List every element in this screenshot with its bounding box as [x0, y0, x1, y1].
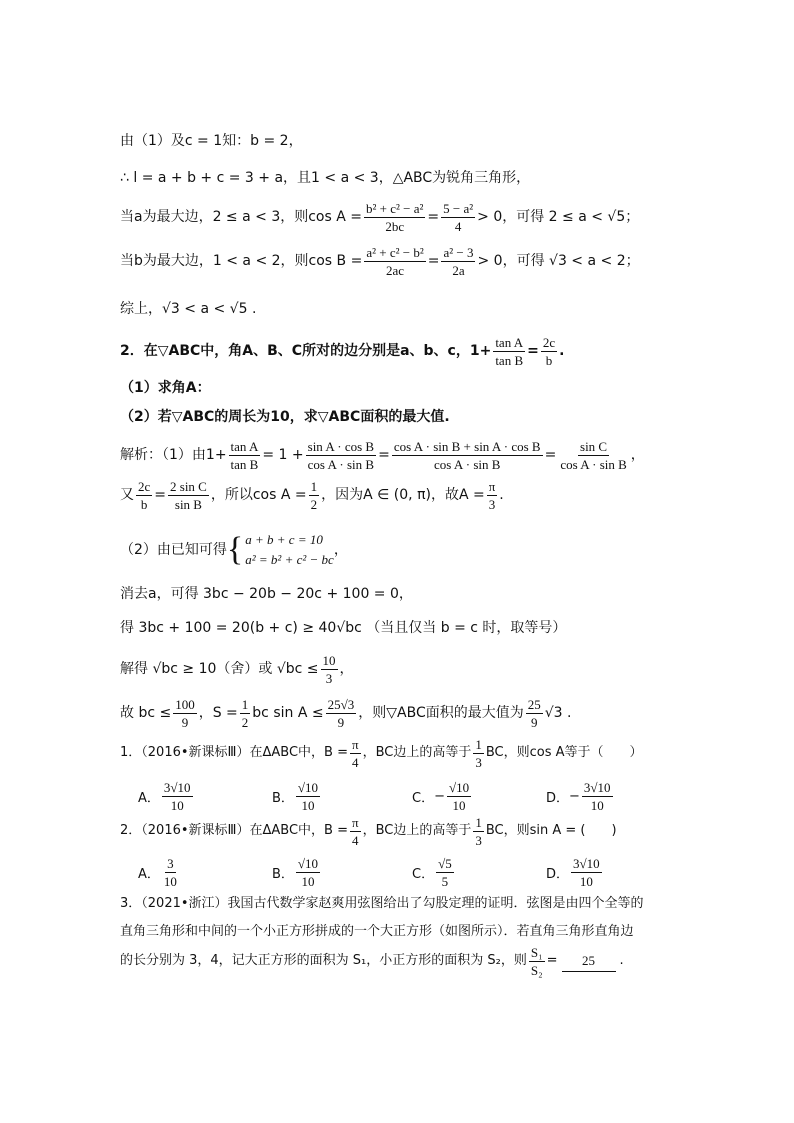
question-2-part-2: （2）若▽ABC的周长为10，求▽ABC面积的最大值. [120, 409, 450, 425]
text-segment: BC，则sin A = ( ) [485, 823, 617, 838]
denominator: 3 [475, 832, 482, 848]
text-segment: ， [339, 661, 354, 677]
numerator: 1 [241, 696, 249, 712]
text-segment: 解得 √bc ≥ 10（舍）或 √bc ≤ [120, 661, 319, 677]
fraction [168, 479, 209, 512]
fraction [364, 245, 425, 278]
fraction [493, 335, 525, 368]
text-segment: √3 . [544, 705, 572, 721]
answer-blank[interactable]: 25 [562, 951, 616, 972]
denominator: 4 [352, 832, 359, 848]
numerator: b² + c² − a² [366, 200, 424, 216]
numerator: tan A [495, 334, 524, 350]
denominator: 3 [475, 754, 482, 770]
equation-row: a² = b² + c² − bc [245, 552, 334, 567]
numerator: S₁ [530, 944, 543, 960]
equation-row: a + b + c = 10 [245, 532, 323, 547]
numerator: 2c [542, 334, 556, 350]
text-segment: ，BC边上的高等于 [362, 823, 472, 838]
denominator: 9 [181, 714, 189, 730]
problem-3-line-3 [120, 944, 624, 978]
text-segment: ， [630, 447, 645, 463]
text-segment: . [499, 487, 504, 503]
problem-1-option-a[interactable] [138, 780, 195, 813]
fraction [136, 479, 152, 512]
fraction [473, 737, 484, 770]
option-label: D． [546, 867, 570, 882]
text-segment: > 0，可得 √3 < a < 2； [477, 253, 640, 269]
denominator: 2 [310, 496, 318, 512]
option-fraction [436, 856, 454, 889]
denominator: 5 [441, 874, 449, 889]
option-sign: − [434, 789, 445, 804]
numerator: 1 [475, 736, 482, 752]
equation-system [227, 530, 334, 570]
option-label: B． [272, 791, 294, 806]
problem-3-line-1: 3．（2021•浙江）我国古代数学家赵爽用弦图给出了勾股定理的证明．弦图是由四个全等的 [120, 896, 644, 911]
denominator: S₂ [530, 962, 543, 978]
text-segment: BC，则cos A等于（ ） [485, 745, 643, 760]
solution-line-5: 综上，√3 < a < √5 . [120, 301, 257, 317]
denominator: cos A · sin B [307, 456, 375, 472]
equals-sign: = [546, 953, 558, 968]
option-fraction [582, 780, 613, 813]
solution-line-2: ∴ l = a + b + c = 3 + a，且1 < a < 3，△ABC为锐角三角形， [120, 170, 531, 186]
text-segment: 1．（2016•新课标Ⅲ）在ΔABC中，B = [120, 745, 348, 760]
fraction [309, 479, 320, 512]
fraction [364, 201, 425, 234]
solution-line-1: 由（1）及c = 1知：b = 2， [120, 133, 303, 149]
period: . [559, 343, 565, 359]
question-2-stem [120, 336, 564, 366]
problem-2-stem [120, 816, 617, 846]
problem-3-line-2: 直角三角形和中间的一个小正方形拼成的一个大正方形（如图所示）．若直角三角形直角边 [120, 924, 634, 939]
fraction [541, 335, 557, 368]
period: . [619, 953, 624, 968]
fraction [529, 945, 545, 978]
denominator: 10 [163, 874, 177, 889]
option-fraction [296, 856, 320, 889]
numerator: 3√10 [573, 856, 600, 871]
option-sign: − [569, 789, 580, 804]
option-fraction [447, 780, 471, 813]
denominator: 10 [301, 874, 315, 889]
fraction [526, 697, 543, 730]
text-segment: > 0，可得 2 ≤ a < √5； [477, 209, 640, 225]
numerator: 2c [138, 478, 151, 494]
denominator: 2a [452, 262, 465, 278]
problem-1-option-b[interactable] [272, 780, 322, 813]
text-segment: = [154, 487, 167, 503]
denominator: b [140, 496, 148, 512]
denominator: 4 [352, 754, 359, 770]
numerator: 1 [310, 478, 318, 494]
text-segment: （2）由已知可得 [120, 542, 227, 558]
text-segment: = [378, 447, 390, 463]
denominator: cos A · sin B [433, 456, 501, 472]
fraction [229, 439, 261, 472]
numerator: sin A · cos B [307, 438, 375, 454]
denominator: 10 [590, 798, 604, 813]
numerator: 2 sin C [170, 478, 207, 494]
fraction [392, 439, 543, 472]
solution-line-3 [120, 202, 639, 232]
analysis-line-1 [120, 440, 645, 470]
text-segment: ， [333, 542, 348, 558]
equals-sign: = [427, 209, 440, 225]
denominator: sin B [174, 496, 202, 512]
text-segment: 又 [120, 487, 134, 503]
text-segment: 当b为最大边，1 < a < 2，则cos B = [120, 253, 363, 269]
fraction [240, 697, 251, 730]
numerator: 25√3 [327, 696, 355, 712]
brace: { [226, 531, 244, 568]
numerator: π [351, 814, 359, 830]
denominator: b [545, 352, 553, 368]
option-label: D． [546, 791, 570, 806]
option-fraction [162, 856, 179, 889]
numerator: cos A · sin B + sin A · cos B [393, 438, 541, 454]
denominator: 10 [452, 798, 466, 813]
analysis-line-3 [120, 528, 348, 572]
analysis-line-7 [120, 698, 571, 728]
numerator: tan A [230, 438, 259, 454]
text-segment: 故 bc ≤ [120, 705, 172, 721]
text-segment: ，所以cos A = [210, 487, 307, 503]
problem-2-option-d[interactable] [546, 856, 604, 889]
denominator: cos A · sin B [560, 456, 627, 472]
analysis-line-6 [120, 654, 354, 684]
numerator: 10 [322, 652, 336, 668]
option-fraction [571, 856, 602, 889]
problem-2-option-b[interactable] [272, 856, 322, 889]
denominator: 10 [301, 798, 315, 813]
analysis-line-4: 消去a，可得 3bc − 20b − 20c + 100 = 0， [120, 586, 413, 602]
denominator: 4 [454, 218, 462, 234]
option-label: A． [138, 791, 160, 806]
denominator: 10 [579, 874, 593, 889]
option-fraction [296, 780, 320, 813]
fraction [306, 439, 376, 472]
text-segment: ，S = [198, 705, 238, 721]
numerator: 25 [527, 696, 541, 712]
option-fraction [162, 780, 193, 813]
numerator: a² + c² − b² [366, 244, 424, 260]
text-segment: 解析：（1）由1+ [120, 447, 227, 463]
text-segment: ，则▽ABC面积的最大值为 [358, 705, 524, 721]
problem-1-option-c[interactable] [412, 780, 473, 813]
numerator: √10 [297, 780, 319, 795]
option-label: C． [412, 867, 435, 882]
denominator: 2bc [385, 218, 405, 234]
numerator: 3 [167, 856, 174, 871]
text-segment: 的长分别为 3，4，记大正方形的面积为 S₁，小正方形的面积为 S₂，则 [120, 953, 527, 968]
fraction [558, 439, 628, 472]
denominator: 3 [325, 670, 333, 686]
equation-rows [245, 530, 334, 570]
solution-line-4 [120, 246, 640, 276]
question-2-part-1: （1）求角A： [120, 380, 211, 396]
numerator: π [351, 736, 359, 752]
text-segment: = [544, 447, 557, 463]
denominator: 9 [337, 714, 345, 730]
fraction [350, 737, 361, 770]
denominator: 2ac [386, 262, 405, 278]
numerator: 5 − a² [443, 200, 474, 216]
denominator: 2 [241, 714, 249, 730]
text-segment: = 1 + [262, 447, 304, 463]
text-segment: 当a为最大边，2 ≤ a < 3，则cos A = [120, 209, 362, 225]
numerator: 100 [175, 696, 195, 712]
numerator: √10 [448, 780, 470, 795]
problem-2-option-c[interactable] [412, 856, 456, 889]
fraction [326, 697, 357, 730]
equals-sign: = [527, 343, 539, 359]
text-segment: ，因为A ∈ (0, π)，故A = [321, 487, 485, 503]
denominator: 10 [170, 798, 184, 813]
numerator: 3√10 [163, 780, 191, 795]
analysis-line-2 [120, 480, 504, 510]
fraction [487, 479, 498, 512]
fraction [473, 815, 484, 848]
problem-1-option-d[interactable] [546, 780, 615, 813]
text-segment: 2．在▽ABC中，角A、B、C所对的边分别是a、b、c，1+ [120, 343, 492, 359]
numerator: √5 [438, 856, 452, 871]
fraction [173, 697, 197, 730]
numerator: √10 [297, 856, 319, 871]
problem-1-stem [120, 738, 643, 768]
fraction [441, 201, 475, 234]
numerator: sin C [580, 438, 608, 454]
fraction [321, 653, 338, 686]
text-segment: bc sin A ≤ [252, 705, 324, 721]
denominator: 3 [488, 496, 496, 512]
analysis-line-5: 得 3bc + 100 = 20(b + c) ≥ 40√bc （当且仅当 b = c 时，取等号） [120, 620, 567, 636]
option-label: C． [412, 791, 435, 806]
numerator: 1 [475, 814, 482, 830]
text-segment: ，BC边上的高等于 [362, 745, 472, 760]
numerator: 3√10 [583, 780, 611, 795]
fraction [350, 815, 361, 848]
option-label: B． [272, 867, 294, 882]
numerator: a² − 3 [443, 244, 474, 260]
equals-sign: = [427, 253, 440, 269]
denominator: tan B [230, 456, 259, 472]
denominator: 9 [530, 714, 538, 730]
fraction [441, 245, 475, 278]
text-segment: 2．（2016•新课标Ⅲ）在ΔABC中，B = [120, 823, 348, 838]
problem-2-option-a[interactable] [138, 856, 181, 889]
option-label: A． [138, 867, 160, 882]
denominator: tan B [495, 352, 524, 368]
numerator: π [488, 478, 496, 494]
